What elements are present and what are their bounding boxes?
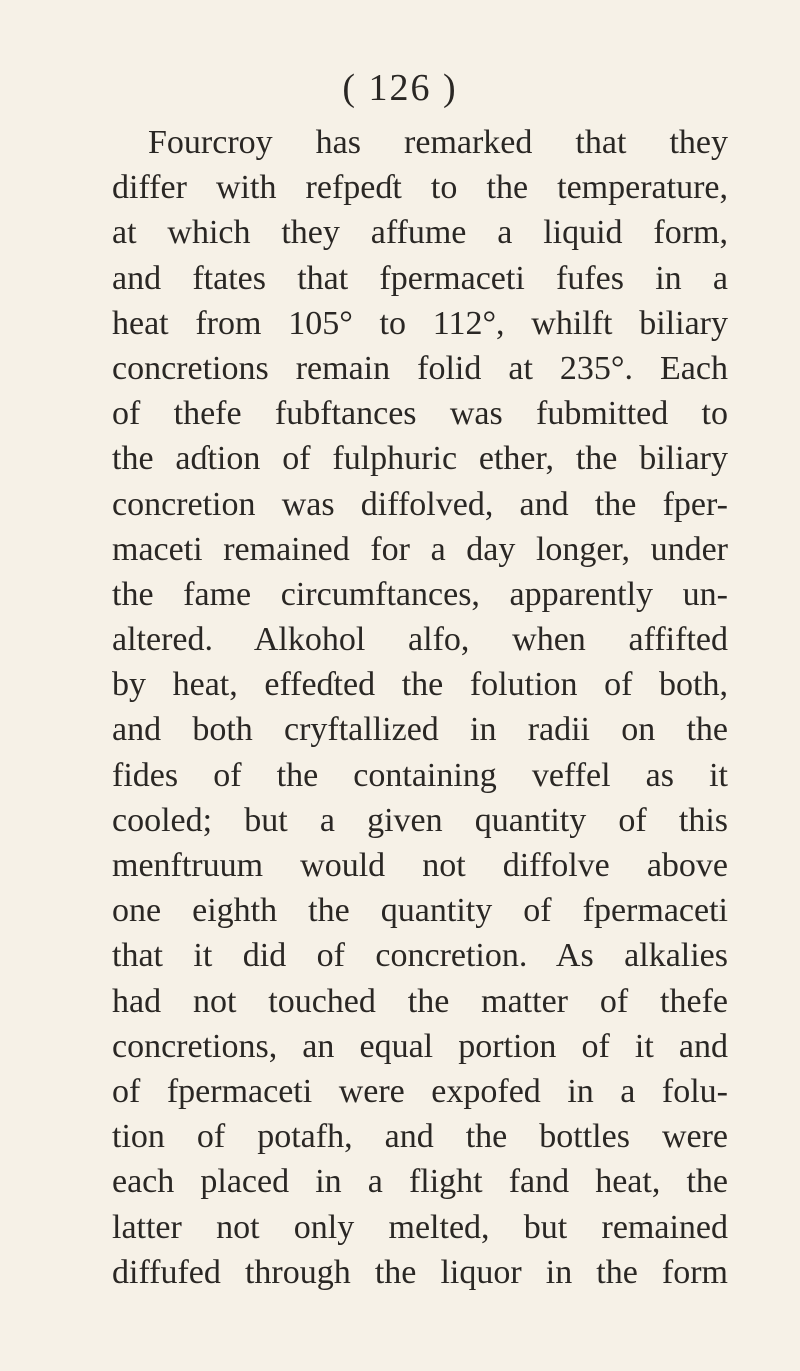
text-line: of thefe fubftances was fubmitted to <box>112 395 728 433</box>
text-line: one eighth the quantity of fpermaceti <box>112 892 728 930</box>
body-text <box>112 120 728 1295</box>
text-line: at which they affume a liquid form, <box>112 214 728 252</box>
text-line: and both cryftallized in radii on the <box>112 711 728 749</box>
text-line: the fame circumftances, apparently un- <box>112 575 728 613</box>
text-line: altered. Alkohol alfo, when affifted <box>112 621 728 659</box>
text-line: fides of the containing veffel as it <box>112 756 728 794</box>
text-line: maceti remained for a day longer, under <box>112 530 728 568</box>
text-line: diffufed through the liquor in the form <box>112 1253 728 1291</box>
text-line: latter not only melted, but remained <box>112 1208 728 1246</box>
text-line: the aɗtion of fulphuric ether, the biliary <box>112 440 728 478</box>
text-line: of fpermaceti were expofed in a folu- <box>112 1072 728 1110</box>
text-line: that it did of concretion. As alkalies <box>112 937 728 975</box>
text-line: cooled; but a given quantity of this <box>112 801 728 839</box>
text-line: heat from 105° to 112°, whilft biliary <box>112 304 728 342</box>
text-line: had not touched the matter of thefe <box>112 982 728 1020</box>
text-line: and ftates that fpermaceti fufes in a <box>112 259 728 297</box>
text-line: concretions, an equal portion of it and <box>112 1027 728 1065</box>
text-line: by heat, effeɗted the folution of both, <box>112 666 728 704</box>
text-line: menftruum would not diffolve above <box>112 847 728 884</box>
text-line: tion of potafh, and the bottles were <box>112 1118 728 1156</box>
text-line: concretions remain folid at 235°. Each <box>112 349 728 387</box>
text-line: Fourcroy has remarked that they <box>148 124 728 161</box>
text-line: differ with refpeɗt to the temperature, <box>112 169 728 207</box>
text-line: each placed in a flight fand heat, the <box>112 1163 728 1201</box>
page-number: ( 126 ) <box>342 67 458 109</box>
text-line: concretion was diffolved, and the fper- <box>112 485 728 523</box>
